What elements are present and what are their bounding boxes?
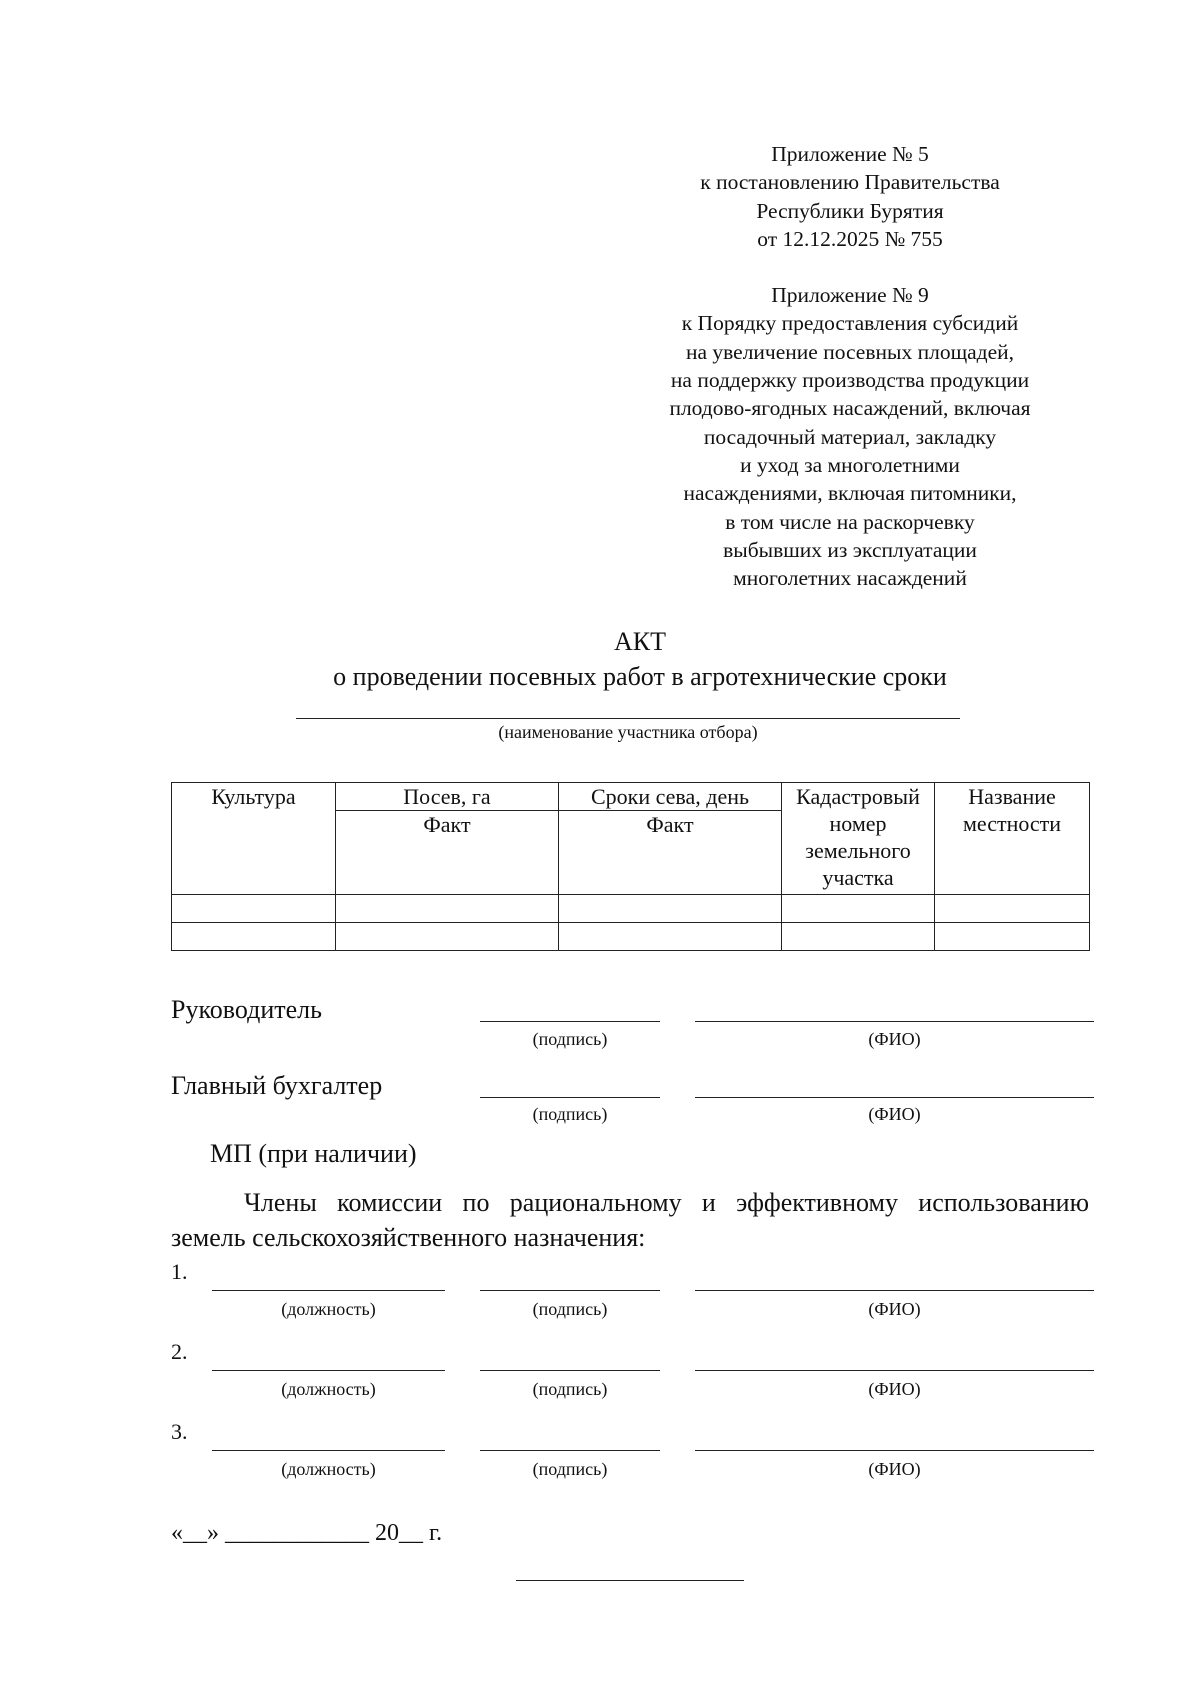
signature-caption: (подпись) xyxy=(532,1104,608,1124)
closing-separator xyxy=(516,1580,744,1581)
table-cell[interactable] xyxy=(172,895,336,923)
signature-caption: (подпись) xyxy=(532,1379,608,1399)
fio-caption: (ФИО) xyxy=(868,1299,921,1319)
accountant-fio-line[interactable] xyxy=(695,1097,1094,1098)
position-caption: (должность) xyxy=(281,1459,376,1479)
member-signature-line[interactable] xyxy=(480,1290,660,1291)
signature-caption: (подпись) xyxy=(532,1299,608,1319)
header-culture: Культура xyxy=(172,783,336,895)
head-label: Руководитель xyxy=(171,995,322,1024)
member-position-line[interactable] xyxy=(212,1290,445,1291)
member-fio-line[interactable] xyxy=(695,1290,1094,1291)
member-signature-line[interactable] xyxy=(480,1450,660,1451)
table-row xyxy=(172,923,1090,951)
table-row xyxy=(172,895,1090,923)
act-subtitle: о проведении посевных работ в агротехнические сроки xyxy=(333,662,947,691)
head-signature-line[interactable] xyxy=(480,1021,660,1022)
header-line: на поддержку производства продукции xyxy=(670,368,1030,393)
fio-caption: (ФИО) xyxy=(868,1029,921,1049)
member-number: 3. xyxy=(171,1419,188,1444)
fio-caption: (ФИО) xyxy=(868,1459,921,1479)
header-line: посадочный материал, закладку xyxy=(703,424,997,449)
table-cell[interactable] xyxy=(336,923,559,951)
member-fio-line[interactable] xyxy=(695,1450,1094,1451)
head-fio-line[interactable] xyxy=(695,1021,1094,1022)
header-line: насаждениями, включая питомники, xyxy=(683,481,1017,506)
header-line: и уход за многолетними xyxy=(740,452,960,477)
header-cadastral: Кадастровый номер земельного участка xyxy=(782,783,935,895)
table-cell[interactable] xyxy=(935,923,1090,951)
commission-text-line2: земель сельскохозяйственного назначения: xyxy=(171,1223,646,1252)
header-locality: Название местности xyxy=(935,783,1090,895)
stamp-label: МП (при наличии) xyxy=(210,1139,417,1168)
commission-text-line1: Члены комиссии по рациональному и эффективному использованию xyxy=(244,1188,1089,1217)
header-terms-fact: Факт xyxy=(559,811,782,895)
member-number: 2. xyxy=(171,1339,188,1364)
member-number: 1. xyxy=(171,1259,188,1284)
header-line: от 12.12.2025 № 755 xyxy=(757,226,943,251)
signature-caption: (подпись) xyxy=(532,1459,608,1479)
header-line: выбывших из эксплуатации xyxy=(723,537,977,562)
table-cell[interactable] xyxy=(782,923,935,951)
header-sowing: Посев, га xyxy=(336,783,559,811)
header-line: многолетних насаждений xyxy=(733,566,967,591)
fio-caption: (ФИО) xyxy=(868,1104,921,1124)
header-line: Республики Бурятия xyxy=(756,198,944,223)
table-cell[interactable] xyxy=(559,923,782,951)
header-line: к Порядку предоставления субсидий xyxy=(681,311,1019,336)
member-fio-line[interactable] xyxy=(695,1370,1094,1371)
table-cell[interactable] xyxy=(172,923,336,951)
accountant-signature-line[interactable] xyxy=(480,1097,660,1098)
participant-caption: (наименование участника отбора) xyxy=(498,722,758,742)
fio-caption: (ФИО) xyxy=(868,1379,921,1399)
member-signature-line[interactable] xyxy=(480,1370,660,1371)
header-sowing-fact: Факт xyxy=(336,811,559,895)
member-position-line[interactable] xyxy=(212,1370,445,1371)
attachment-header xyxy=(600,140,1100,592)
member-position-line[interactable] xyxy=(212,1450,445,1451)
header-line: плодово-ягодных насаждений, включая xyxy=(669,396,1031,421)
table-cell[interactable] xyxy=(935,895,1090,923)
header-line: к постановлению Правительства xyxy=(700,170,1000,195)
table-cell[interactable] xyxy=(336,895,559,923)
date-line[interactable]: «__» ____________ 20__ г. xyxy=(171,1520,443,1546)
header-terms: Сроки сева, день xyxy=(559,783,782,811)
table-cell[interactable] xyxy=(782,895,935,923)
position-caption: (должность) xyxy=(281,1379,376,1399)
signature-caption: (подпись) xyxy=(532,1029,608,1049)
header-line: на увеличение посевных площадей, xyxy=(685,339,1015,364)
participant-line xyxy=(296,718,960,719)
act-title: АКТ xyxy=(614,627,666,656)
header-line: Приложение № 9 xyxy=(771,283,929,308)
sowing-table xyxy=(171,782,1090,951)
table-cell[interactable] xyxy=(559,895,782,923)
position-caption: (должность) xyxy=(281,1299,376,1319)
header-line: Приложение № 5 xyxy=(771,142,929,166)
header-line: в том числе на раскорчевку xyxy=(725,509,975,534)
accountant-label: Главный бухгалтер xyxy=(171,1071,383,1100)
